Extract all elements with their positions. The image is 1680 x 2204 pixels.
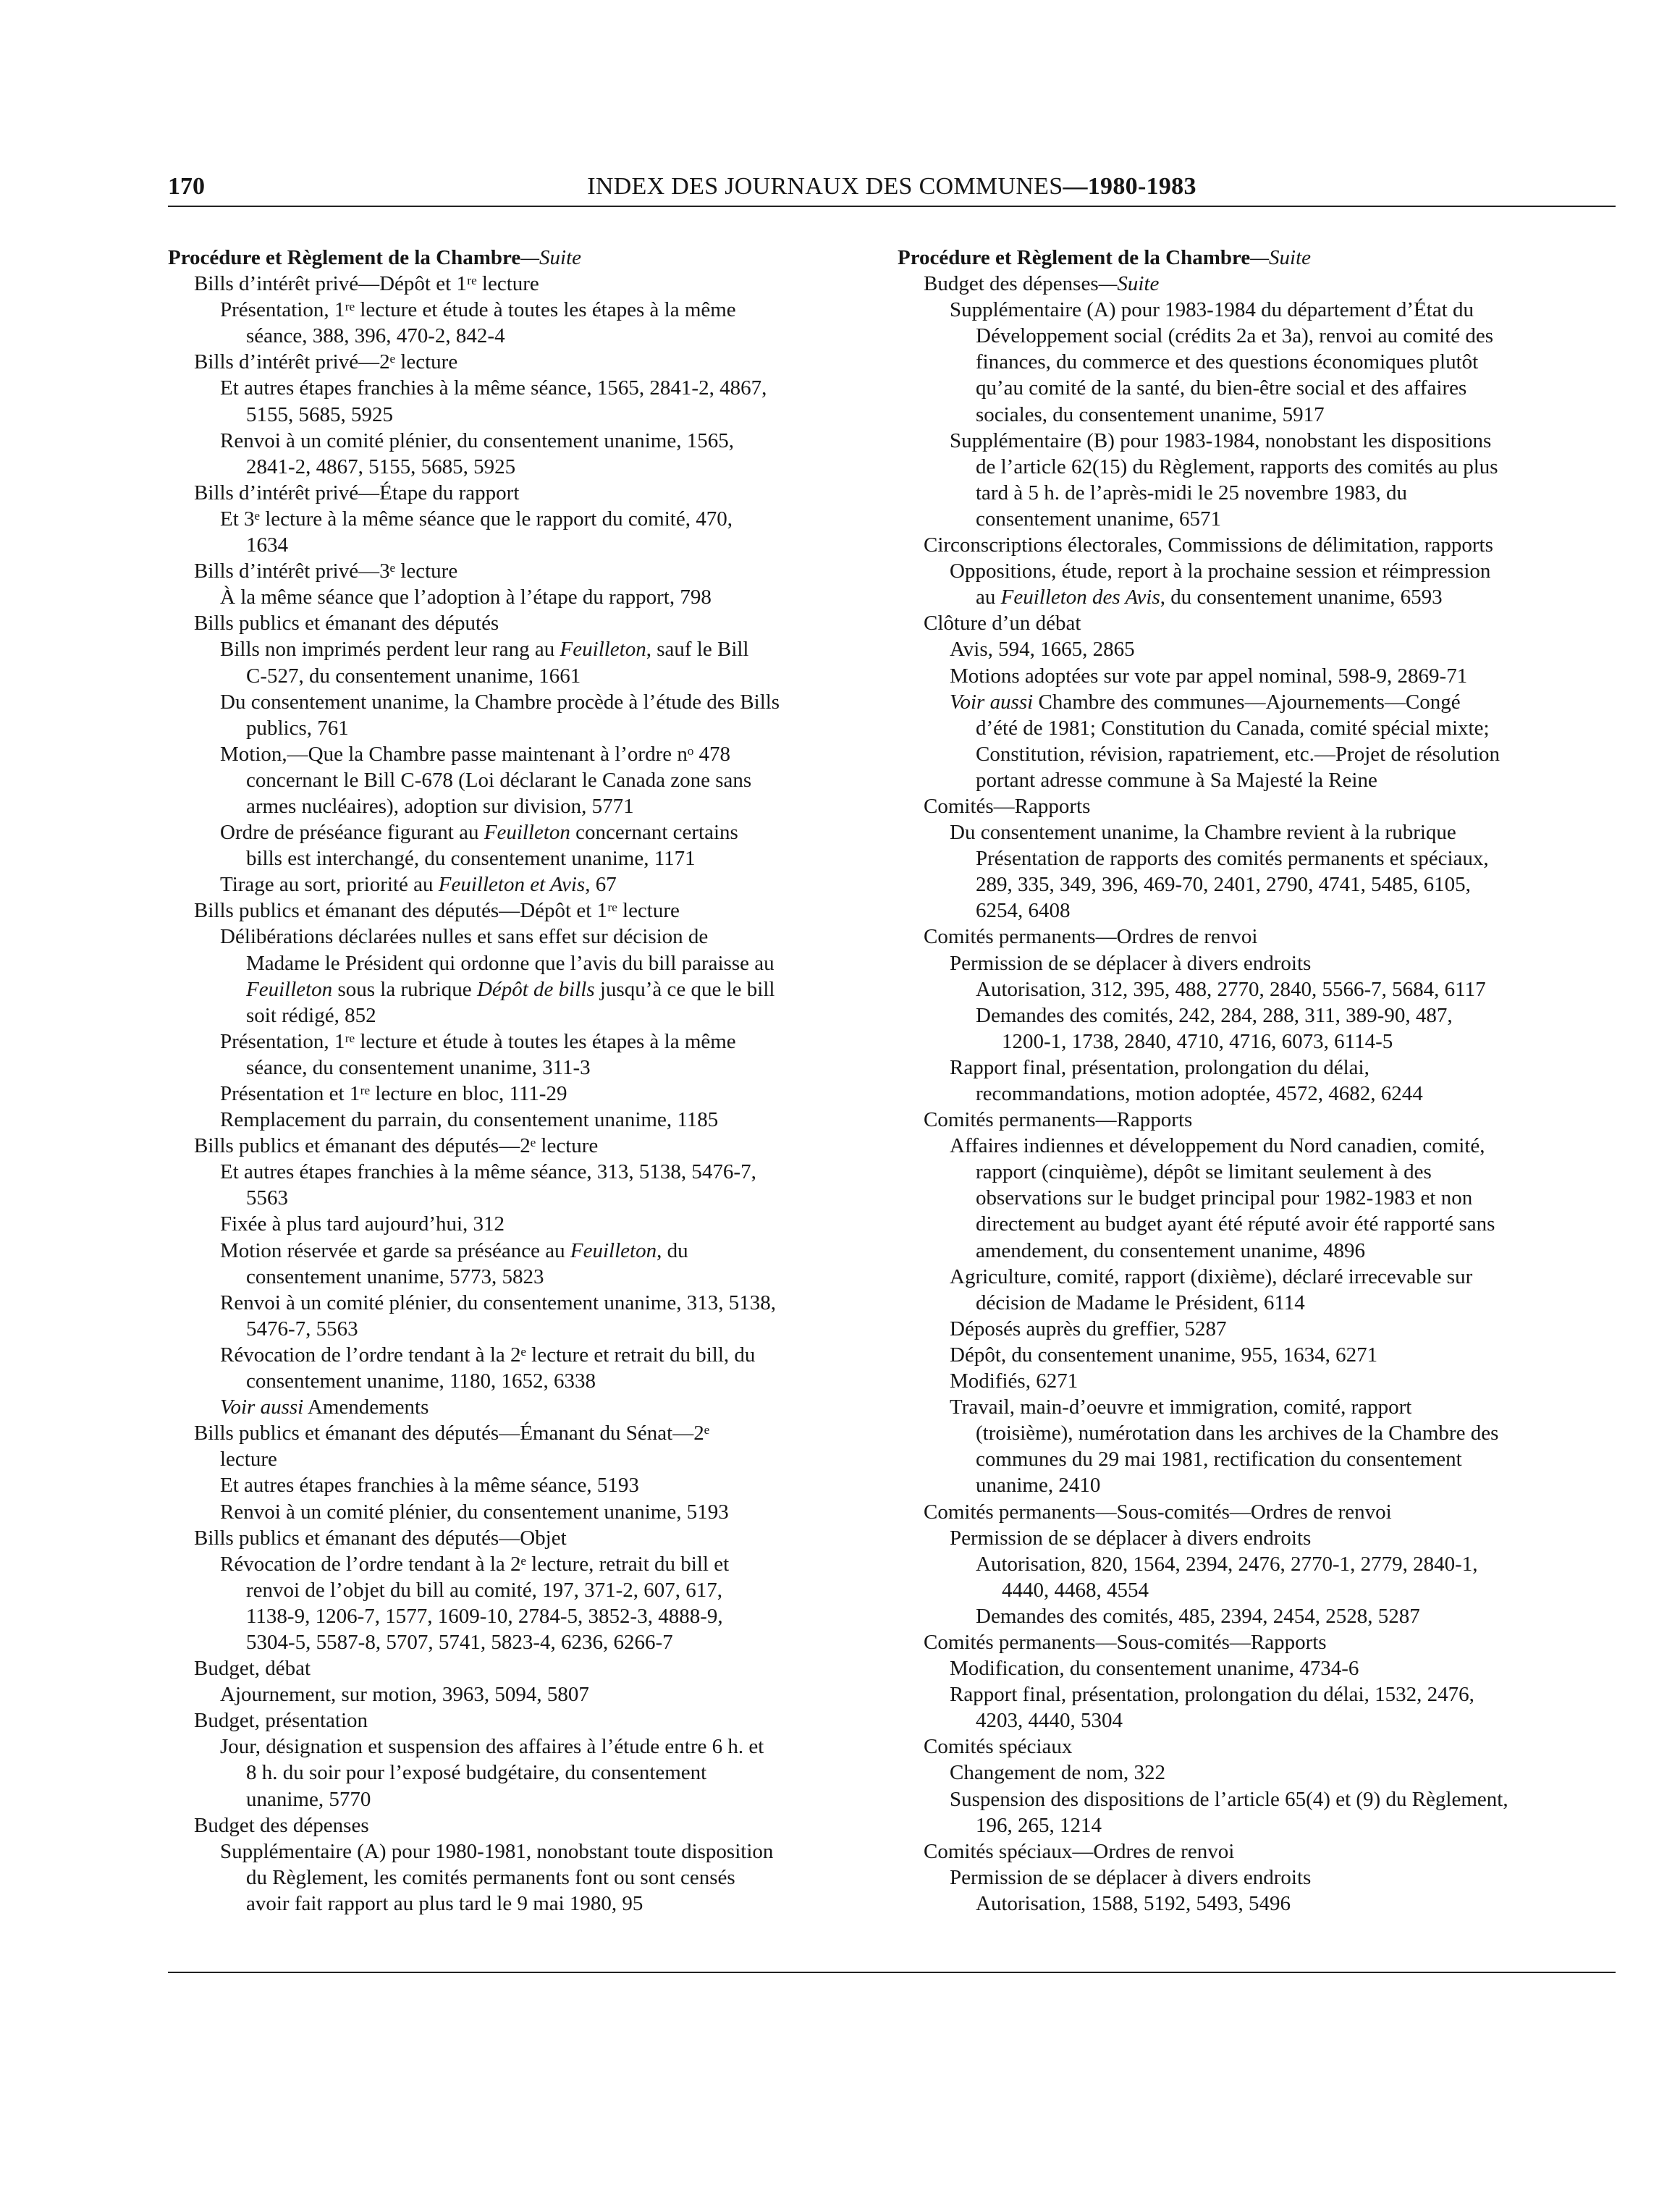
index-entry [898,1002,1600,1029]
entry-text: Procédure et Règlement de la Chambre [898,246,1251,269]
entry-text: Rapport final, présentation, prolongation du délai, 1532, 2476, [950,1683,1474,1707]
entry-text: Bills d’intérêt privé—3ᵉ lecture [194,560,458,583]
index-entry [168,845,870,871]
index-entry [898,428,1600,454]
index-entry [898,1185,1600,1211]
entry-text: 2841-2, 4867, 5155, 5685, 5925 [246,455,516,478]
entry-text: 6254, 6408 [976,899,1071,923]
entry-text: Agriculture, comité, rapport (dixième), déclaré irrecevable sur [950,1264,1473,1288]
entry-text: Permission de se déplacer à divers endroits [950,951,1312,975]
entry-text: Délibérations déclarées nulles et sans effet sur décision de [220,925,709,949]
entry-text: Révocation de l’ordre tendant à la 2ᵉ lecture, retrait du bill et [220,1552,730,1576]
index-entry [168,1525,870,1551]
entry-italic: Dépôt de bills [476,977,595,1001]
index-entry [168,1734,870,1760]
index-entry [898,1081,1600,1107]
entry-text: publics, 761 [246,716,349,740]
entry-text: consentement unanime, 5773, 5823 [246,1264,544,1288]
index-entry [898,1472,1600,1498]
entry-text: Supplémentaire (A) pour 1980-1981, nonobstant toute disposition [220,1839,774,1863]
index-entry [168,349,870,375]
index-entry [898,1133,1600,1159]
entry-text: Circonscriptions électorales, Commissions de délimitation, rapports [924,533,1493,557]
index-entry [898,349,1600,375]
index-entry [168,1760,870,1786]
entry-text: directement au budget ayant été réputé avoir été rapporté sans [976,1212,1495,1236]
entry-text-after: jusqu’à ce que le bill [594,977,775,1001]
entry-text: avoir fait rapport au plus tard le 9 mai 1980, 95 [246,1891,643,1915]
entry-text: consentement unanime, 6571 [976,507,1222,531]
index-entry [898,1264,1600,1290]
index-entry [898,1707,1600,1734]
entry-text: Rapport final, présentation, prolongation du délai, [950,1055,1369,1079]
index-entry [168,1838,870,1865]
entry-text: Tirage au sort, priorité au [220,873,439,897]
index-entry [168,1551,870,1577]
entry-text: sociales, du consentement unanime, 5917 [976,402,1325,426]
entry-text: Motion,—Que la Chambre passe maintenant à l’ordre nᵒ 478 [220,742,730,766]
index-entry [898,1551,1600,1577]
entry-text: finances, du commerce et des questions économiques plutôt [976,350,1479,374]
running-title [168,171,1616,203]
right-column [898,245,1600,1917]
index-entry [898,636,1600,662]
entry-text-after: concernant certains [570,821,738,845]
entry-text: 5304-5, 5587-8, 5707, 5741, 5823-4, 6236, 6266-7 [246,1630,673,1654]
index-entry [168,1812,870,1838]
index-entry [168,689,870,715]
index-entry [898,245,1600,271]
entry-text: Révocation de l’ordre tendant à la 2ᵉ lecture et retrait du bill, du [220,1343,756,1367]
entry-text: Budget des dépenses [194,1813,369,1837]
entry-text: lecture [220,1448,277,1472]
entry-text: Clôture d’un débat [924,612,1081,636]
entry-text: Budget, présentation [194,1709,368,1733]
left-column [168,245,870,1917]
entry-text: Comités spéciaux—Ordres de renvoi [924,1839,1235,1863]
index-entry [168,1316,870,1342]
entry-text: du Règlement, les comités permanents font ou sont censés [246,1865,735,1889]
entry-italic: Feuilleton [246,977,333,1001]
entry-text: Remplacement du parrain, du consentement unanime, 1185 [220,1108,719,1132]
entry-text: Madame le Président qui ordonne que l’avis du bill paraisse au [246,951,774,975]
index-entry [898,1865,1600,1891]
index-entry [898,1525,1600,1551]
index-entry [168,767,870,793]
entry-text: Bills publics et émanant des députés—Émanant du Sénat—2ᵉ [194,1422,710,1445]
index-entry [898,1055,1600,1081]
entry-text: Permission de se déplacer à divers endroits [950,1526,1312,1550]
entry-text: Budget, débat [194,1657,311,1681]
entry-text: Autorisation, 820, 1564, 2394, 2476, 2770-1, 2779, 2840-1, [976,1552,1478,1576]
entry-text: Bills publics et émanant des députés—Dépôt et 1ʳᵉ lecture [194,899,680,923]
index-entry [898,1420,1600,1446]
entry-text: 5563 [246,1186,288,1210]
entry-text: Ajournement, sur motion, 3963, 5094, 5807 [220,1683,589,1707]
entry-text: À la même séance que l’adoption à l’étape du rapport, 798 [220,586,712,609]
entry-text: Bills d’intérêt privé—Dépôt et 1ʳᵉ lecture [194,272,539,296]
entry-text: observations sur le budget principal pour 1982-1983 et non [976,1186,1473,1210]
index-entry [898,584,1600,610]
entry-text: 1138-9, 1206-7, 1577, 1609-10, 2784-5, 3852-3, 4888-9, [246,1604,723,1628]
index-entry [898,480,1600,506]
index-entry [168,1264,870,1290]
running-title-years: —1980-1983 [1063,173,1196,200]
entry-suite: —Suite [520,246,582,269]
entry-text: Motion réservée et garde sa préséance au [220,1238,570,1262]
entry-suite: —Suite [1098,272,1160,296]
index-entry [168,793,870,819]
index-entry [168,1446,870,1472]
entry-text: Constitution, révision, rapatriement, etc.—Projet de résolution [976,742,1500,766]
entry-suite: —Suite [1250,246,1312,269]
entry-text-after: , du [657,1238,688,1262]
index-entry [168,1629,870,1655]
index-entry [168,245,870,271]
entry-text: Supplémentaire (B) pour 1983-1984, nonobstant les dispositions [950,428,1492,452]
entry-text: portant adresse commune à Sa Majesté la Reine [976,768,1377,792]
index-entry [898,1316,1600,1342]
index-entry [898,1577,1600,1603]
index-entry [168,532,870,558]
entry-text: C-527, du consentement unanime, 1661 [246,664,581,688]
entry-text: Présentation, 1ʳᵉ lecture et étude à toutes les étapes à la même [220,298,736,322]
entry-text: Du consentement unanime, la Chambre revient à la rubrique [950,821,1456,845]
entry-text: Supplémentaire (A) pour 1983-1984 du département d’État du [950,298,1474,322]
index-entry [898,924,1600,950]
entry-text: Motions adoptées sur vote par appel nominal, 598-9, 2869-71 [950,664,1468,688]
index-entry [898,1734,1600,1760]
index-entry [168,1290,870,1316]
index-entry [168,636,870,662]
entry-italic: Feuilleton [484,821,570,845]
index-entry [898,1211,1600,1237]
index-entry [168,1577,870,1603]
entry-text: 5155, 5685, 5925 [246,402,393,426]
entry-text: Changement de nom, 322 [950,1761,1166,1785]
index-entry [898,1029,1600,1055]
entry-text: Comités permanents—Sous-comités—Ordres de renvoi [924,1500,1392,1524]
index-entry [168,1603,870,1629]
entry-text: Ordre de préséance figurant au [220,821,484,845]
entry-text-after: sous la rubrique [332,977,477,1001]
index-entry [898,898,1600,924]
entry-text: 196, 265, 1214 [976,1813,1102,1837]
index-entry [168,480,870,506]
index-entry [898,1368,1600,1394]
index-entry [168,1029,870,1055]
index-entry [168,297,870,323]
entry-text: Renvoi à un comité plénier, du consentement unanime, 5193 [220,1500,729,1524]
entry-text: Bills publics et émanant des députés—2ᵉ lecture [194,1134,599,1158]
entry-text: Modification, du consentement unanime, 4734-6 [950,1657,1359,1681]
index-entry [168,898,870,924]
entry-text: amendement, du consentement unanime, 4896 [976,1238,1365,1262]
entry-text: Présentation de rapports des comités permanents et spéciaux, [976,847,1489,871]
entry-text: d’été de 1981; Constitution du Canada, comité spécial mixte; [976,716,1490,740]
entry-text: Bills d’intérêt privé—Étape du rapport [194,481,520,504]
index-entry [898,1655,1600,1681]
index-entry [168,428,870,454]
entry-text: Bills publics et émanant des députés [194,612,499,636]
entry-text: Comités permanents—Rapports [924,1108,1193,1132]
index-entry [898,1629,1600,1655]
entry-text: Renvoi à un comité plénier, du consentement unanime, 313, 5138, [220,1291,776,1314]
index-entry [898,1159,1600,1185]
entry-text: Avis, 594, 1665, 2865 [950,638,1135,662]
index-entry [898,819,1600,845]
index-entry [168,610,870,636]
entry-text-after: Amendements [303,1396,429,1419]
index-entry [898,1681,1600,1707]
entry-text: Comités spéciaux [924,1735,1073,1759]
entry-text: armes nucléaires), adoption sur division, 5771 [246,794,634,818]
index-entry [898,1394,1600,1420]
entry-text: Comités permanents—Sous-comités—Rapports [924,1630,1327,1654]
index-entry [898,950,1600,976]
page-header [168,171,1616,207]
page-number: 170 [168,173,205,200]
index-entry [168,558,870,584]
entry-text: Demandes des comités, 485, 2394, 2454, 2528, 5287 [976,1604,1420,1628]
index-entry [898,1238,1600,1264]
index-entry [898,715,1600,741]
index-entry [898,506,1600,532]
entry-text: rapport (cinquième), dépôt se limitant seulement à des [976,1160,1432,1184]
index-entry [168,1786,870,1812]
index-entry [168,1368,870,1394]
index-entry [168,1342,870,1368]
index-entry [168,1655,870,1681]
entry-text: Et autres étapes franchies à la même séance, 1565, 2841-2, 4867, [220,376,767,400]
entry-italic: Voir aussi [950,690,1034,714]
index-entry [168,1002,870,1029]
index-entry [898,1107,1600,1133]
index-entry [168,1238,870,1264]
index-entry [168,663,870,689]
entry-italic: Feuilleton et Avis [438,873,586,897]
index-entry [168,1420,870,1446]
index-entry [168,1681,870,1707]
entry-text: Procédure et Règlement de la Chambre [168,246,521,269]
entry-text: Dépôt, du consentement unanime, 955, 1634, 6271 [950,1343,1378,1367]
index-entry [168,506,870,532]
index-entry [168,1055,870,1081]
index-entry [898,767,1600,793]
index-entry [898,532,1600,558]
entry-text: décision de Madame le Président, 6114 [976,1291,1305,1314]
entry-text: consentement unanime, 1180, 1652, 6338 [246,1369,596,1393]
index-entry [898,1290,1600,1316]
index-entry [898,271,1600,297]
index-entry [168,924,870,950]
index-entry [168,950,870,976]
index-entry [168,402,870,428]
index-entry [898,1499,1600,1525]
entry-text: de l’article 62(15) du Règlement, rapports des comités au plus [976,455,1498,478]
entry-text-after: Chambre des communes—Ajournements—Congé [1033,690,1461,714]
entry-text-after: , du consentement unanime, 6593 [1160,586,1443,609]
entry-text: unanime, 5770 [246,1787,371,1811]
entry-text: Oppositions, étude, report à la prochaine session et réimpression [950,560,1491,583]
index-entry [898,454,1600,480]
index-entry [168,1865,870,1891]
entry-text: communes du 29 mai 1981, rectification du consentement [976,1448,1462,1472]
entry-text: Du consentement unanime, la Chambre procède à l’étude des Bills [220,690,780,714]
entry-text: séance, du consentement unanime, 311-3 [246,1055,591,1079]
entry-text: Fixée à plus tard aujourd’hui, 312 [220,1212,505,1236]
entry-text: (troisième), numérotation dans les archives de la Chambre des [976,1422,1499,1445]
index-entry [898,1603,1600,1629]
index-entry [168,1499,870,1525]
entry-text: Jour, désignation et suspension des affaires à l’étude entre 6 h. et [220,1735,764,1759]
entry-text: bills est interchangé, du consentement unanime, 1171 [246,847,696,871]
entry-text: Bills d’intérêt privé—2ᵉ lecture [194,350,458,374]
entry-text: Budget des dépenses [924,272,1099,296]
index-entry [898,1786,1600,1812]
entry-text: 1200-1, 1738, 2840, 4710, 4716, 6073, 6114-5 [1002,1029,1393,1053]
index-entry [168,741,870,767]
entry-text: Développement social (crédits 2a et 3a), renvoi au comité des [976,324,1494,348]
entry-text: Présentation, 1ʳᵉ lecture et étude à toutes les étapes à la même [220,1029,736,1053]
entry-text: concernant le Bill C-678 (Loi déclarant le Canada zone sans [246,768,752,792]
entry-text: Comités permanents—Ordres de renvoi [924,925,1258,949]
index-entry [898,741,1600,767]
index-entry [168,1211,870,1237]
running-title-main: INDEX DES JOURNAUX DES COMMUNES [587,173,1063,200]
entry-text: Et autres étapes franchies à la même séance, 5193 [220,1474,639,1498]
entry-text: unanime, 2410 [976,1474,1101,1498]
index-entry [168,454,870,480]
entry-text: Comités—Rapports [924,794,1091,818]
index-entry [168,584,870,610]
entry-italic: Voir aussi [220,1396,304,1419]
entry-text: 5476-7, 5563 [246,1317,358,1340]
index-entry [898,297,1600,323]
entry-text: tard à 5 h. de l’après-midi le 25 novembre 1983, du [976,481,1407,504]
index-entry [898,845,1600,871]
entry-italic: Feuilleton [560,638,646,662]
index-entry [898,689,1600,715]
index-entry [898,1342,1600,1368]
entry-italic: Feuilleton [570,1238,657,1262]
index-entry [168,1133,870,1159]
index-entry [168,715,870,741]
index-entry [898,1760,1600,1786]
index-entry [898,323,1600,349]
entry-text: 4440, 4468, 4554 [1002,1578,1149,1602]
index-entry [168,1185,870,1211]
index-entry [898,663,1600,689]
bottom-rule [168,1972,1616,1973]
entry-text: Demandes des comités, 242, 284, 288, 311, 389-90, 487, [976,1003,1453,1027]
entry-text: Suspension des dispositions de l’article 65(4) et (9) du Règlement, [950,1787,1508,1811]
index-entry [168,1081,870,1107]
entry-text: Autorisation, 1588, 5192, 5493, 5496 [976,1891,1291,1915]
entry-text: Et 3ᵉ lecture à la même séance que le rapport du comité, 470, [220,507,733,531]
index-entry [898,1446,1600,1472]
entry-text: Déposés auprès du greffier, 5287 [950,1317,1227,1340]
index-entry [898,375,1600,401]
index-entry [168,871,870,898]
entry-text: recommandations, motion adoptée, 4572, 4682, 6244 [976,1082,1423,1105]
index-entry [168,375,870,401]
index-entry [898,871,1600,898]
entry-text: 4203, 4440, 5304 [976,1709,1123,1733]
entry-text: renvoi de l’objet du bill au comité, 197, 371-2, 607, 617, [246,1578,723,1602]
entry-text: Renvoi à un comité plénier, du consentement unanime, 1565, [220,428,734,452]
entry-text: Permission de se déplacer à divers endroits [950,1865,1312,1889]
entry-text: au [976,586,1001,609]
entry-text: soit rédigé, 852 [246,1003,376,1027]
entry-text: 8 h. du soir pour l’exposé budgétaire, du consentement [246,1761,707,1785]
index-entry [168,271,870,297]
index-entry [168,1159,870,1185]
entry-text: séance, 388, 396, 470-2, 842-4 [246,324,505,348]
entry-text: Présentation et 1ʳᵉ lecture en bloc, 111-29 [220,1082,567,1105]
index-entry [898,558,1600,584]
index-entry [168,1107,870,1133]
entry-text: Et autres étapes franchies à la même séance, 313, 5138, 5476-7, [220,1160,756,1184]
index-entry [898,1838,1600,1865]
index-entry [898,793,1600,819]
index-entry [168,323,870,349]
entry-text: qu’au comité de la santé, du bien-être social et des affaires [976,376,1467,400]
entry-text: Bills non imprimés perdent leur rang au [220,638,560,662]
entry-text: Modifiés, 6271 [950,1369,1079,1393]
index-entry [168,1707,870,1734]
entry-text: Affaires indiennes et développement du Nord canadien, comité, [950,1134,1485,1158]
entry-text-after: , sauf le Bill [646,638,749,662]
entry-italic: Feuilleton des Avis [1000,586,1160,609]
entry-text: Travail, main-d’oeuvre et immigration, comité, rapport [950,1396,1412,1419]
index-entry [898,976,1600,1002]
index-entry [168,976,870,1002]
index-entry [898,610,1600,636]
index-entry [898,1891,1600,1917]
index-entry [168,1472,870,1498]
entry-text: 289, 335, 349, 396, 469-70, 2401, 2790, 4741, 5485, 6105, [976,873,1471,897]
index-entry [898,1812,1600,1838]
entry-text-after: , 67 [585,873,617,897]
index-entry [168,819,870,845]
entry-text: 1634 [246,533,288,557]
entry-text: Autorisation, 312, 395, 488, 2770, 2840, 5566-7, 5684, 6117 [976,977,1486,1001]
index-entry [168,1394,870,1420]
entry-text: Bills publics et émanant des députés—Objet [194,1526,567,1550]
index-entry [168,1891,870,1917]
index-entry [898,402,1600,428]
